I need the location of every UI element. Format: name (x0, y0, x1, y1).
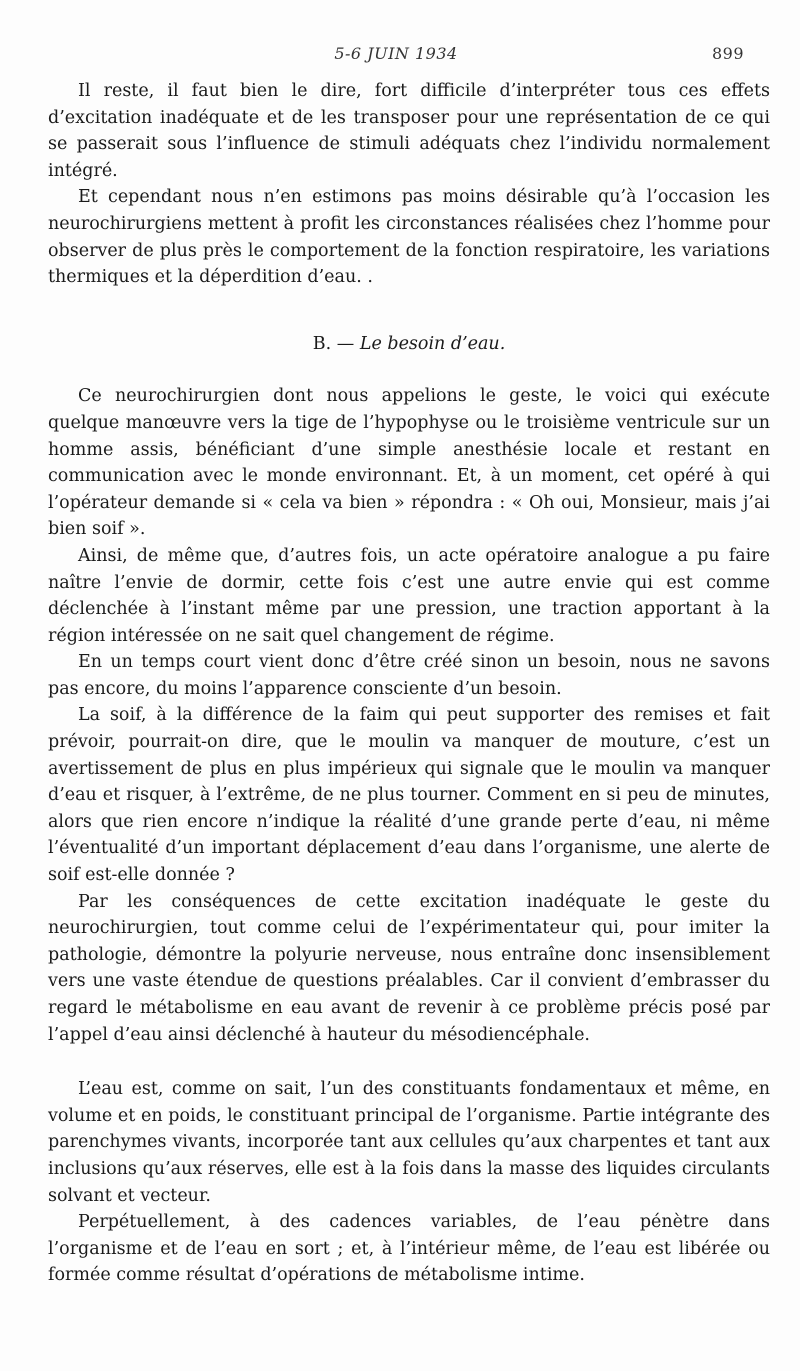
paragraph-intro-2: Et cependant nous n’en estimons pas moins désirable qu’à l’occasion les neurochirurgiens mettent à profit les circonstances réalisées chez l’homme pour observer de plus près le comportement de la fonction respiratoire, les variations thermiques et la déperdition d’eau. . (48, 187, 770, 288)
page-number: 899 (711, 44, 744, 63)
paragraph-3: En un temps court vient donc d’être créé sinon un besoin, nous ne savons pas encore, du moins l’apparence consciente d’un besoin. (48, 652, 770, 699)
paragraph-7: Perpétuellement, à des cadences variables, de l’eau pénètre dans l’organisme et de l’eau en sort ; et, à l’intérieur même, de l’eau est libérée ou formée comme résultat d’opérations de métabolisme intime. (48, 1212, 770, 1286)
section-title: Le besoin d’eau. (359, 333, 506, 354)
paragraph-6: L’eau est, comme on sait, l’un des constituants fondamentaux et même, en volume et en poids, le constituant principal de l’organisme. Partie intégrante des parenchymes vivants, incorporée tant aux cellules qu’aux charpentes et tant aux inclusions qu’aux réserves, elle est à la fois dans la masse des liquides circulants solvant et vecteur. (48, 1079, 770, 1206)
paragraph-1: Ce neurochirurgien dont nous appelions le geste, le voici qui exécute quelque manœuvre vers la tige de l’hypophyse ou le troisième ventricule sur un homme assis, bénéficiant d’une simple anesthésie locale et restant en communication avec le monde environnant. Et, à un moment, cet opéré à qui l’opérateur demande si « cela va bien » répondra : « Oh oui, Monsieur, mais j’ai bien soif ». (48, 386, 770, 540)
article-body (48, 78, 770, 1289)
paragraph-5: Par les conséquences de cette excitation inadéquate le geste du neurochirurgien, tout comme celui de l’expérimentateur qui, pour imiter la pathologie, démontre la polyurie nerveuse, nous entraîne donc insensiblement vers une vaste étendue de questions préalables. Car il convient d’embrasser du regard le métabolisme en eau avant de revenir à ce problème précis posé par l’appel d’eau ainsi déclenché à hauteur du mésodiencéphale. (48, 891, 770, 1045)
issue-date: 5-6 JUIN 1934 (334, 44, 458, 63)
section-heading (48, 331, 770, 358)
running-header (48, 44, 744, 68)
paragraph-2: Ainsi, de même que, d’autres fois, un acte opératoire analogue a pu faire naître l’envie de dormir, cette fois c’est une autre envie qui est comme déclenchée à l’instant même par une pression, une traction apportant à la région intéressée on ne sait quel changement de régime. (48, 545, 770, 646)
section-label: B. (312, 333, 332, 354)
paragraph-4: La soif, à la différence de la faim qui peut supporter des remises et fait prévoir, pourrait-on dire, que le moulin va manquer de mouture, c’est un avertissement de plus en plus impérieux qui signale que le moulin va manquer d’eau et risquer, à l’extrême, de ne plus tourner. Comment en si peu de minutes, alors que rien encore n’indique la réalité d’une grande perte d’eau, ni même l’éventualité d’un important déplacement d’eau dans l’organisme, une alerte de soif est-elle donnée ? (48, 705, 770, 886)
section-dash: — (336, 333, 355, 354)
paragraph-gap (48, 1048, 770, 1076)
paragraph-intro-1: Il reste, il faut bien le dire, fort difficile d’interpréter tous ces effets d’excitation inadéquate et de les transposer pour une représentation de ce qui se passerait sous l’influence de stimuli adéquats chez l’individu normalement intégré. (48, 81, 770, 181)
